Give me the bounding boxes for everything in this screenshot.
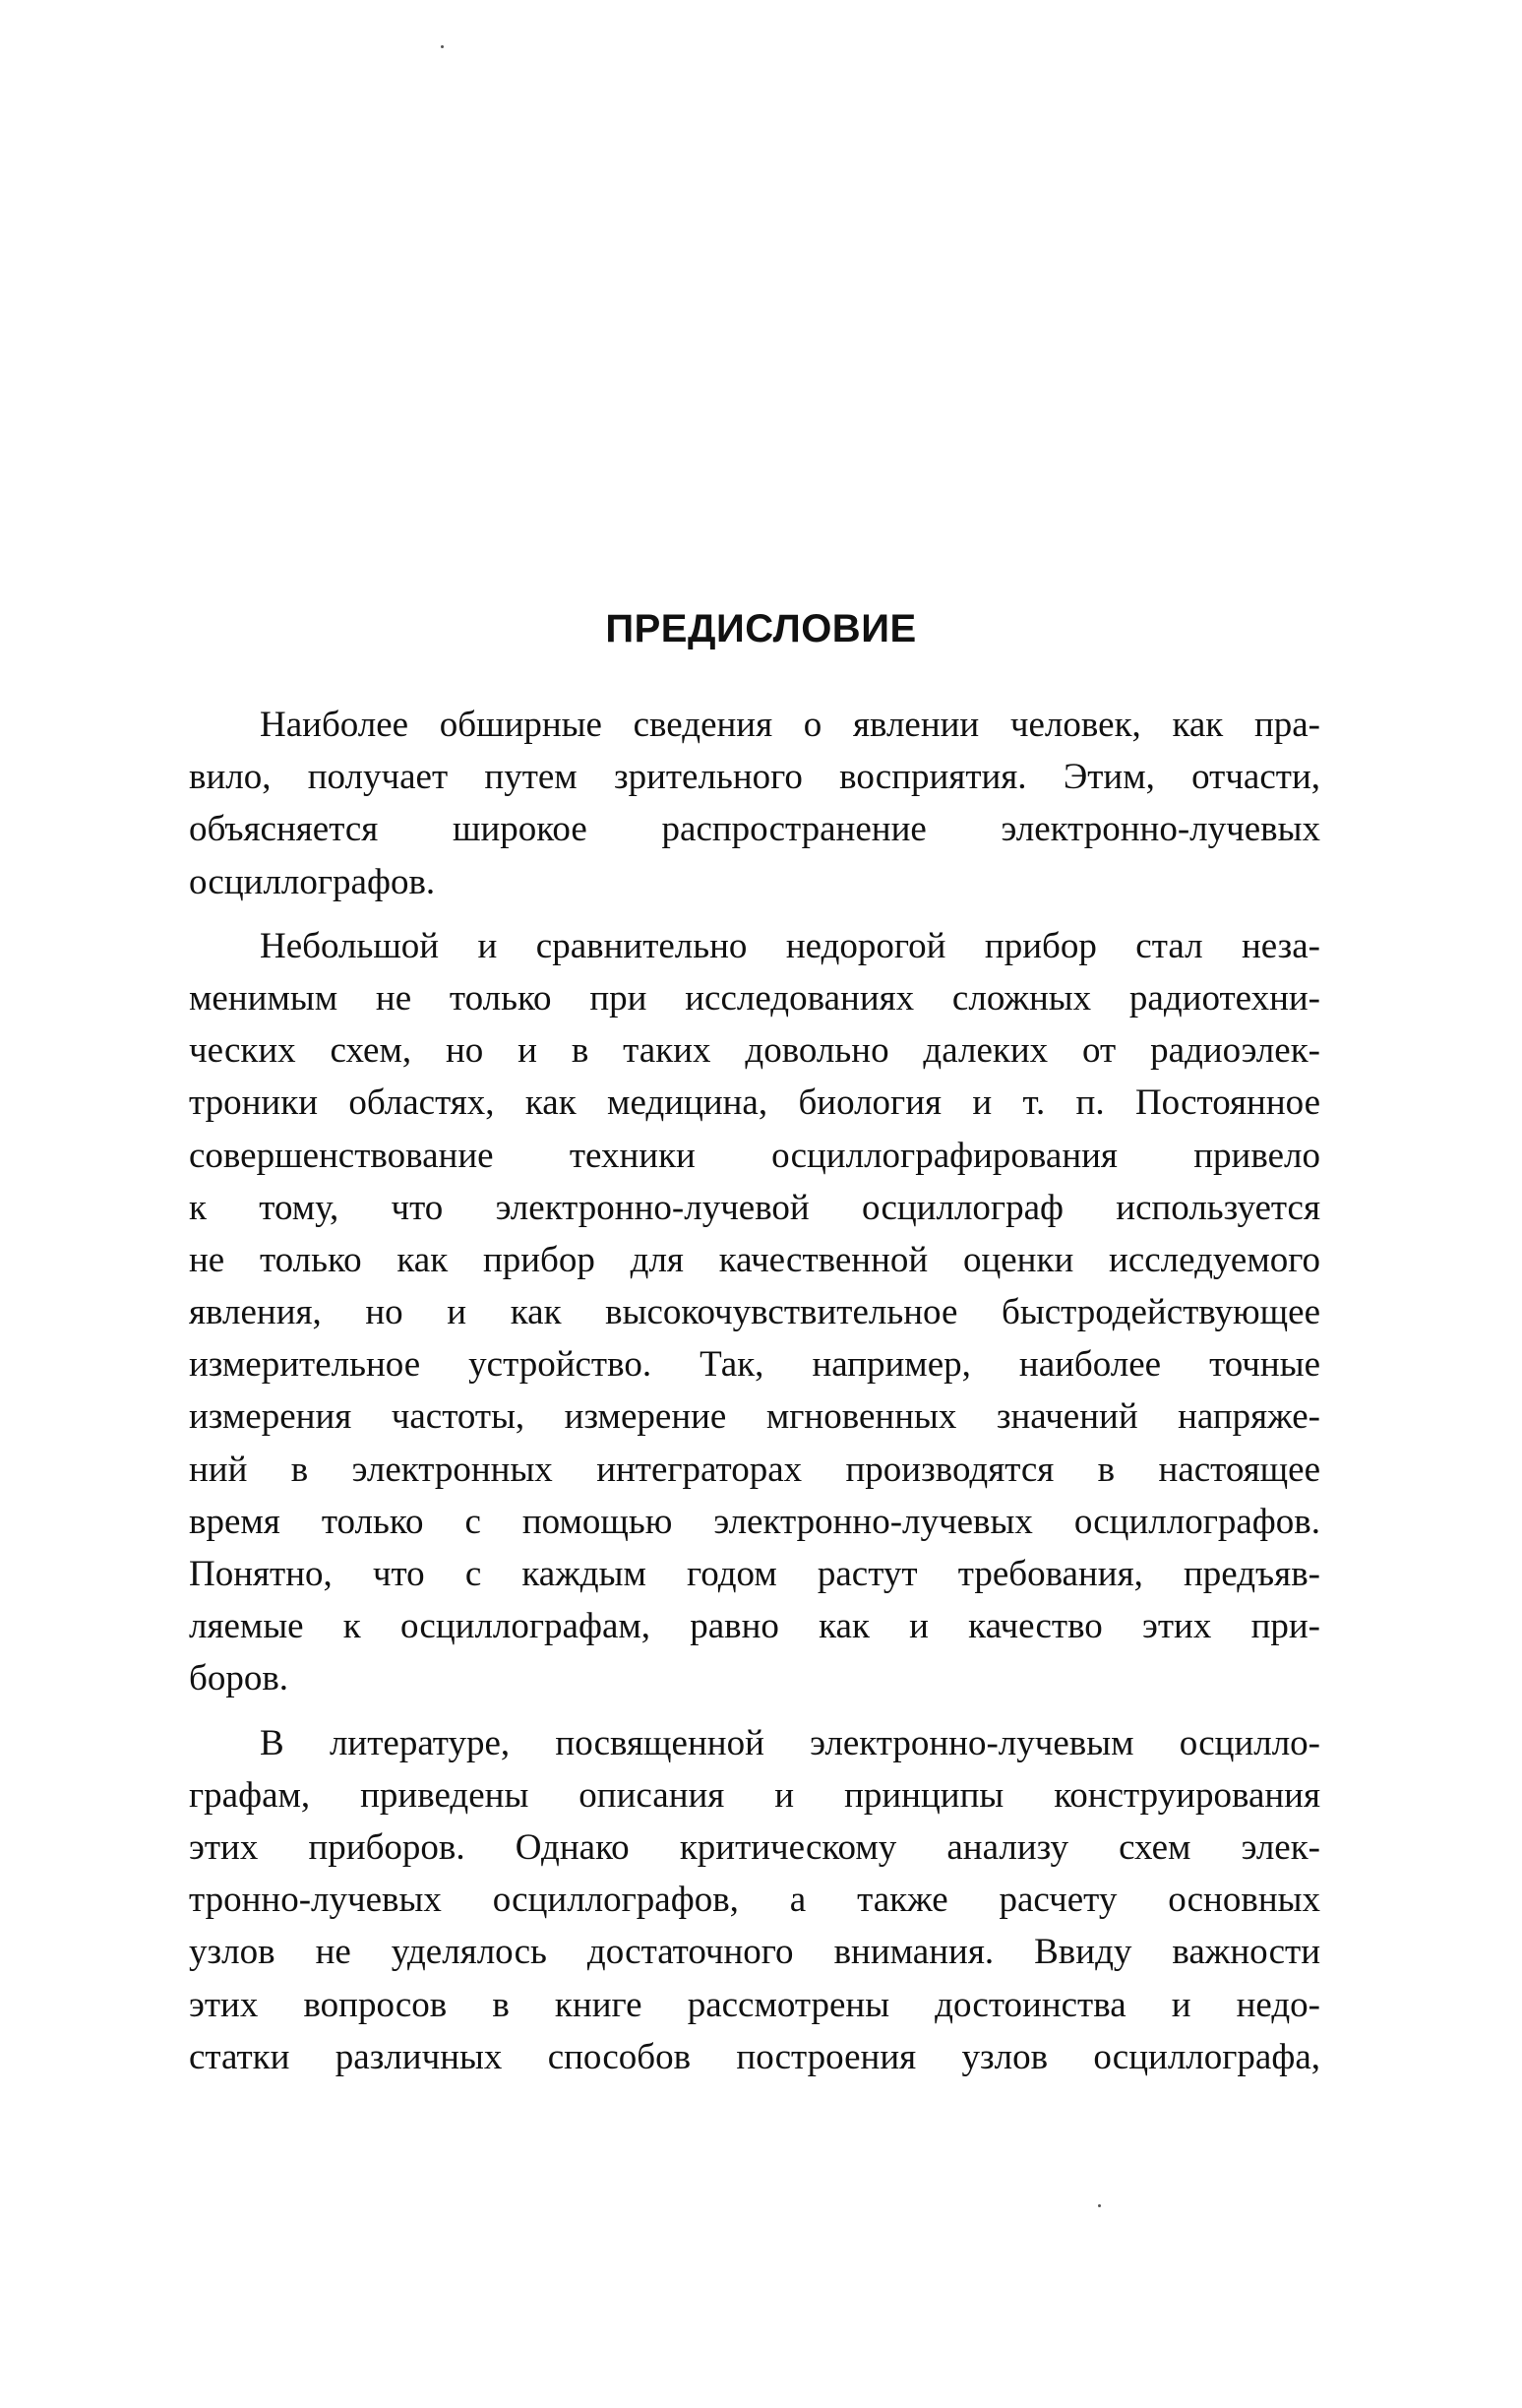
text-line: не только как прибор для качественной оценки исследуемого <box>189 1239 1320 1280</box>
text-line: троники областях, как медицина, биология и т. п. Постоянное <box>189 1082 1320 1124</box>
text-line: ляемые к осциллографам, равно как и качество этих при- <box>189 1606 1320 1647</box>
text-line: Понятно, что с каждым годом растут требования, предъяв- <box>189 1554 1320 1594</box>
text-line: объясняется широкое распространение электронно-лучевых <box>189 809 1320 850</box>
text-line: измерения частоты, измерение мгновенных значений напряже- <box>189 1396 1320 1438</box>
text-line: осциллографов. <box>189 861 436 902</box>
text-line: менимым не только при исследованиях сложных радиотехни- <box>189 977 1320 1019</box>
page-title: ПРЕДИСЛОВИЕ <box>605 607 917 650</box>
text-line: В литературе, посвященной электронно-лучевым осцилло- <box>260 1722 1320 1763</box>
text-line: узлов не уделялось достаточного внимания. Ввиду важности <box>189 1932 1320 1973</box>
text-line: явления, но и как высокочувствительное быстродействующее <box>189 1292 1320 1333</box>
text-line: этих приборов. Однако критическому анализу схем элек- <box>189 1826 1320 1868</box>
text-line: Наиболее обширные сведения о явлении человек, как пра- <box>260 705 1320 745</box>
text-line: к тому, что электронно-лучевой осциллограф используется <box>189 1187 1320 1228</box>
text-line: вило, получает путем зрительного восприятия. Этим, отчасти, <box>189 757 1320 798</box>
text-line: графам, приведены описания и принципы конструирования <box>189 1774 1320 1816</box>
paragraph-3 <box>189 1717 1320 2083</box>
text-line: этих вопросов в книге рассмотрены достоинства и недо- <box>189 1984 1320 2025</box>
text-line: статки различных способов построения узлов осциллографа, <box>189 2036 1320 2077</box>
paragraph-2 <box>189 920 1320 1705</box>
text-line: Небольшой и сравнительно недорогой прибор стал неза- <box>260 925 1320 966</box>
text-line: тронно-лучевых осциллографов, а также расчету основных <box>189 1880 1320 1921</box>
text-line: совершенствование техники осциллографирования привело <box>189 1135 1320 1176</box>
scan-speck <box>441 45 444 48</box>
document-body <box>189 699 1320 2083</box>
paragraph-1 <box>189 699 1320 908</box>
text-line: время только с помощью электронно-лучевых осциллографов. <box>189 1501 1320 1542</box>
scan-speck <box>1098 2204 1101 2207</box>
text-line: боров. <box>189 1658 289 1699</box>
text-line: ческих схем, но и в таких довольно далеких от радиоэлек- <box>189 1030 1320 1072</box>
text-line: ний в электронных интеграторах производятся в настоящее <box>189 1449 1320 1490</box>
text-line: измерительное устройство. Так, например, наиболее точные <box>189 1344 1320 1386</box>
